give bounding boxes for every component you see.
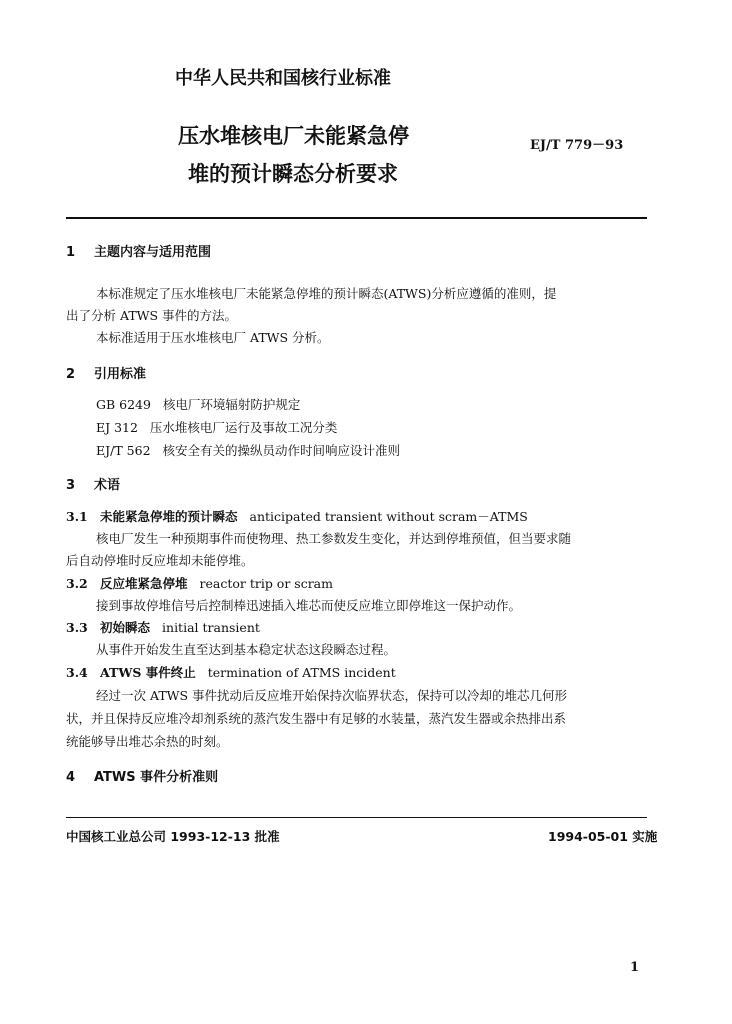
reference-code: EJ 312 <box>96 420 138 435</box>
footer-divider <box>66 817 647 818</box>
section-2-heading <box>66 363 146 382</box>
reference-title: 核安全有关的操纵员动作时间响应设计准则 <box>162 443 400 458</box>
reference-code: EJ/T 562 <box>96 443 151 458</box>
term-english: termination of ATMS incident <box>207 665 396 680</box>
reference-item <box>96 395 300 413</box>
term-english: reactor trip or scram <box>199 576 333 591</box>
standard-title-line1: 压水堆核电厂未能紧急停 <box>178 124 409 148</box>
term-3-2-definition: 接到事故停堆信号后控制棒迅速插入堆芯而使反应堆立即停堆这一保护动作。 <box>96 598 522 613</box>
approval-date: 中国核工业总公司 1993-12-13 批准 <box>66 829 280 844</box>
section-1-heading <box>66 241 211 260</box>
section-number: 1 <box>66 245 76 260</box>
reference-item <box>96 418 337 436</box>
section-number: 3 <box>66 478 76 493</box>
term-3-4 <box>66 663 396 681</box>
header-divider <box>66 217 647 219</box>
term-number: 3.3 <box>66 620 88 635</box>
term-3-4-definition-line1: 经过一次 ATWS 事件扰动后反应堆开始保持次临界状态，保持可以冷却的堆芯几何形 <box>96 688 568 703</box>
term-chinese: 初始瞬态 <box>100 620 151 635</box>
section-number: 2 <box>66 367 76 382</box>
term-3-4-definition-line3: 统能够导出堆芯余热的时刻。 <box>66 734 229 749</box>
term-3-1-definition-line2: 后自动停堆时反应堆却未能停堆。 <box>66 553 254 568</box>
reference-item <box>96 441 400 459</box>
standard-title-line2: 堆的预计瞬态分析要求 <box>188 162 398 186</box>
term-english: initial transient <box>162 620 260 635</box>
term-3-2 <box>66 574 333 592</box>
section-title: ATWS 事件分析准则 <box>94 770 219 785</box>
issuing-body: 中华人民共和国核行业标准 <box>175 68 391 89</box>
section-1-para1-line2: 出了分析 ATWS 事件的方法。 <box>66 308 238 323</box>
term-number: 3.1 <box>66 509 88 524</box>
section-title: 引用标准 <box>94 367 147 382</box>
standard-code: EJ/T 779－93 <box>530 138 624 153</box>
term-english: anticipated transient without scram－ATMS <box>249 509 528 524</box>
section-1-para2: 本标准适用于压水堆核电厂 ATWS 分析。 <box>96 330 330 345</box>
section-title: 术语 <box>94 478 121 493</box>
section-3-heading <box>66 474 120 493</box>
term-chinese: 反应堆紧急停堆 <box>100 576 188 591</box>
term-3-3-definition: 从事件开始发生直至达到基本稳定状态这段瞬态过程。 <box>96 642 397 657</box>
section-1-para1-line1: 本标准规定了压水堆核电厂未能紧急停堆的预计瞬态(ATWS)分析应遵循的准则，提 <box>96 286 557 301</box>
term-3-4-definition-line2: 状，并且保持反应堆冷却剂系统的蒸汽发生器中有足够的水装量，蒸汽发生器或余热排出系 <box>66 711 567 726</box>
page-number: 1 <box>630 960 640 975</box>
reference-code: GB 6249 <box>96 397 151 412</box>
term-number: 3.4 <box>66 665 88 680</box>
term-3-3 <box>66 618 260 636</box>
reference-title: 压水堆核电厂运行及事故工况分类 <box>149 420 338 435</box>
section-number: 4 <box>66 770 76 785</box>
section-4-heading <box>66 766 218 785</box>
term-number: 3.2 <box>66 576 88 591</box>
term-chinese: ATWS 事件终止 <box>100 665 196 680</box>
term-3-1-definition-line1: 核电厂发生一种预期事件而使物理、热工参数发生变化，并达到停堆预值，但当要求随 <box>96 531 572 546</box>
term-chinese: 未能紧急停堆的预计瞬态 <box>100 509 238 524</box>
term-3-1 <box>66 507 528 525</box>
effective-date: 1994-05-01 实施 <box>548 829 658 844</box>
reference-title: 核电厂环境辐射防护规定 <box>162 397 301 412</box>
section-title: 主题内容与适用范围 <box>94 245 212 260</box>
